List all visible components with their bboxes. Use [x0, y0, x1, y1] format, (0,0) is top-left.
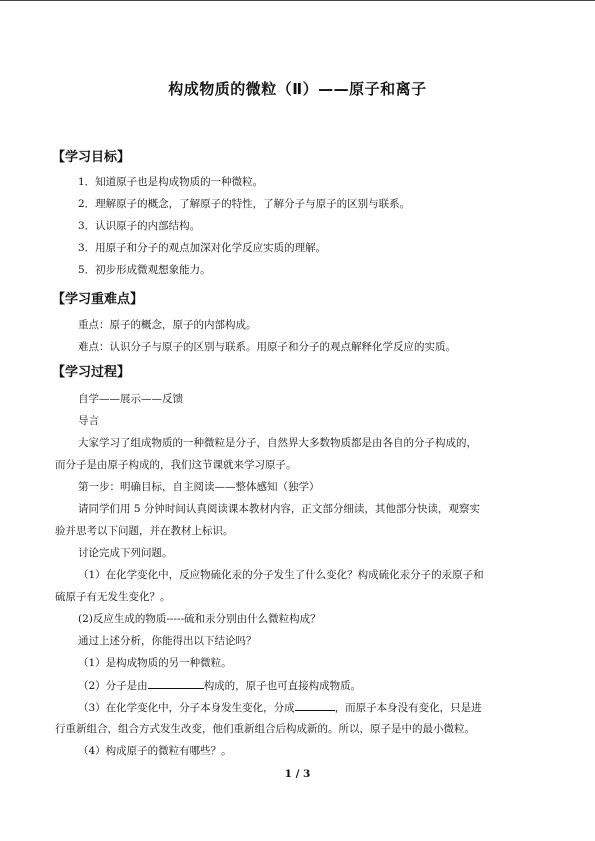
step-one-detail: 验并思考以下问题，并在教材上标识。 — [55, 525, 234, 537]
key-point: 重点：原子的概念，原子的内部构成。 — [78, 319, 257, 331]
goal-item: 1．知道原子也是构成物质的一种微粒。 — [78, 176, 264, 188]
conclusion-1: （1）是构成物质的另一种微粒。 — [78, 657, 232, 669]
difficult-point: 难点：认识分子与原子的区别与联系。用原子和分子的观点解释化学反应的实质。 — [78, 341, 456, 353]
conclusion-3-text: （3）在化学变化中，分子本身发生变化，分成 — [78, 702, 295, 714]
section-heading-process: 【学习过程】 — [52, 365, 131, 380]
goal-item: 3．认识原子的内部结构。 — [78, 220, 201, 232]
conclusion-prompt: 通过上述分析，你能得出以下结论吗？ — [78, 635, 257, 647]
conclusion-3-text: ，而原子本身没有变化，只是进 — [334, 702, 482, 714]
page-title: 构成物质的微粒（Ⅱ）——原子和离子 — [168, 80, 427, 98]
conclusion-2-text: 构成的，原子也可直接构成物质。 — [203, 680, 362, 692]
section-heading-goals: 【学习目标】 — [52, 150, 131, 165]
fill-blank[interactable] — [148, 678, 204, 689]
question-1: （1）在化学变化中，反应物硫化汞的分子发生了什么变化？构成硫化汞分子的汞原子和 — [78, 569, 484, 581]
intro-text: 而分子是由原子构成的，我们这节课就来学习原子。 — [55, 459, 297, 471]
goal-item: 2．理解原子的概念，了解原子的特性，了解分子与原子的区别与联系。 — [78, 198, 411, 210]
page-number: 1 / 3 — [284, 768, 311, 780]
step-one-detail: 请同学们用 5 分钟时间认真阅读课本教材内容，正文部分细读，其他部分快读，观察实 — [78, 503, 480, 515]
step-one: 第一步：明确目标，自主阅读——整体感知（独学） — [78, 481, 320, 493]
section-heading-keypoints: 【学习重难点】 — [52, 292, 144, 307]
intro-text: 大家学习了组成物质的一种微粒是分子，自然界大多数物质都是由各自的分子构成的， — [78, 437, 477, 449]
page-top-border — [0, 0, 595, 1]
question-1: 硫原子有无发生变化？。 — [55, 591, 171, 603]
discussion-prompt: 讨论完成下列问题。 — [78, 547, 173, 559]
learning-mode: 自学——展示——反馈 — [78, 393, 183, 405]
conclusion-2-text: （2）分子是由 — [78, 680, 148, 692]
goal-item: 5．初步形成微观想象能力。 — [78, 264, 211, 276]
conclusion-3: 行重新组合，组合方式发生改变，他们重新组合后构成新的。所以，原子是中的最小微粒。 — [55, 723, 475, 735]
conclusion-2 — [78, 678, 361, 693]
intro-label: 导言 — [78, 415, 99, 427]
fill-blank[interactable] — [295, 700, 335, 711]
goal-item: 3．用原子和分子的观点加深对化学反应实质的理解。 — [78, 242, 327, 254]
question-2: (2)反应生成的物质-----硫和汞分别由什么微粒构成？ — [78, 613, 321, 625]
conclusion-4: （4）构成原子的微粒有哪些？。 — [78, 745, 232, 757]
conclusion-3 — [78, 700, 482, 715]
